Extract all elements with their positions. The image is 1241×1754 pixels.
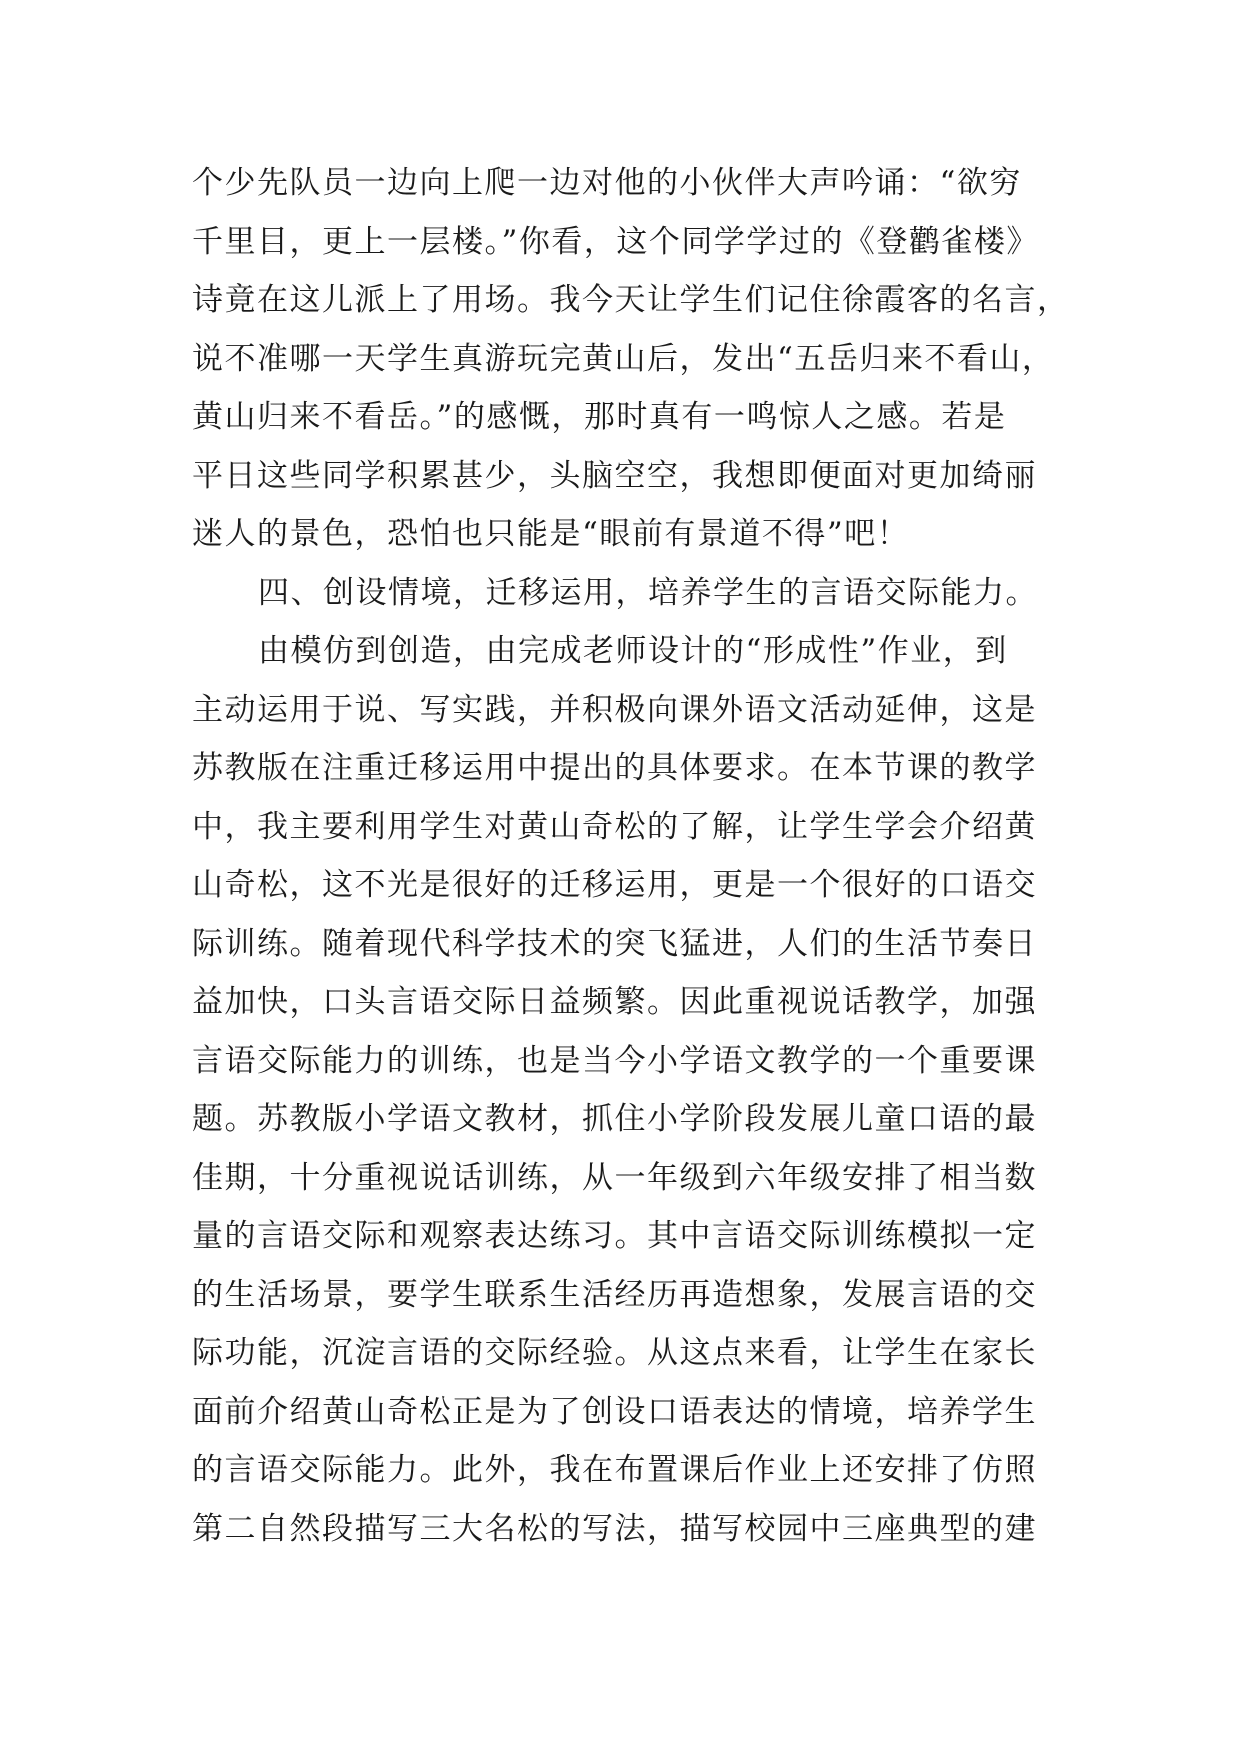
text-line: 千里目，更上一层楼。”你看，这个同学学过的《登鹳雀楼》 (192, 223, 1039, 260)
text-line: 的生活场景，要学生联系生活经历再造想象，发展言语的交 (192, 1276, 1037, 1313)
text-line: 山奇松，这不光是很好的迁移运用，更是一个很好的口语交 (192, 867, 1037, 903)
text-line: 诗竟在这儿派上了用场。我今天让学生们记住徐霞客的名言， (192, 282, 1070, 318)
text-line: 言语交际能力的训练，也是当今小学语文教学的一个重要课 (192, 1042, 1037, 1079)
section-heading: 四、创设情境，迁移运用，培养学生的言语交际能力。 (258, 574, 1038, 611)
text-line: 苏教版在注重迁移运用中提出的具体要求。在本节课的教学 (192, 750, 1037, 786)
text-line: 迷人的景色，恐怕也只能是“眼前有景道不得”吧！ (192, 516, 910, 552)
text-line: 佳期，十分重视说话训练，从一年级到六年级安排了相当数 (192, 1159, 1037, 1196)
text-line: 中，我主要利用学生对黄山奇松的了解，让学生学会介绍黄 (192, 808, 1037, 845)
text-line: 说不准哪一天学生真游玩完黄山后，发出“五岳归来不看山， (192, 340, 1055, 377)
text-line: 个少先队员一边向上爬一边对他的小伙伴大声吟诵：“欲穷 (192, 165, 1022, 201)
paragraph-first-line: 由模仿到创造，由完成老师设计的“形成性”作业，到 (258, 633, 1008, 669)
text-line: 面前介绍黄山奇松正是为了创设口语表达的情境，培养学生 (192, 1393, 1037, 1430)
text-line: 黄山归来不看岳。”的感慨，那时真有一鸣惊人之感。若是 (192, 399, 1007, 435)
text-line: 第二自然段描写三大名松的写法，描写校园中三座典型的建 (192, 1510, 1037, 1547)
text-line: 主动运用于说、写实践，并积极向课外语文活动延伸，这是 (192, 691, 1037, 728)
text-line: 题。苏教版小学语文教材，抓住小学阶段发展儿童口语的最 (192, 1101, 1037, 1137)
text-line: 际训练。随着现代科学技术的突飞猛进，人们的生活节奏日 (192, 925, 1037, 962)
text-line: 益加快，口头言语交际日益频繁。因此重视说话教学，加强 (192, 984, 1037, 1020)
text-line: 平日这些同学积累甚少，头脑空空，我想即便面对更加绮丽 (192, 457, 1037, 494)
text-line: 际功能，沉淀言语的交际经验。从这点来看，让学生在家长 (192, 1335, 1037, 1371)
text-line: 量的言语交际和观察表达练习。其中言语交际训练模拟一定 (192, 1218, 1037, 1254)
text-line: 的言语交际能力。此外，我在布置课后作业上还安排了仿照 (192, 1452, 1037, 1488)
body-text (192, 154, 1072, 1558)
